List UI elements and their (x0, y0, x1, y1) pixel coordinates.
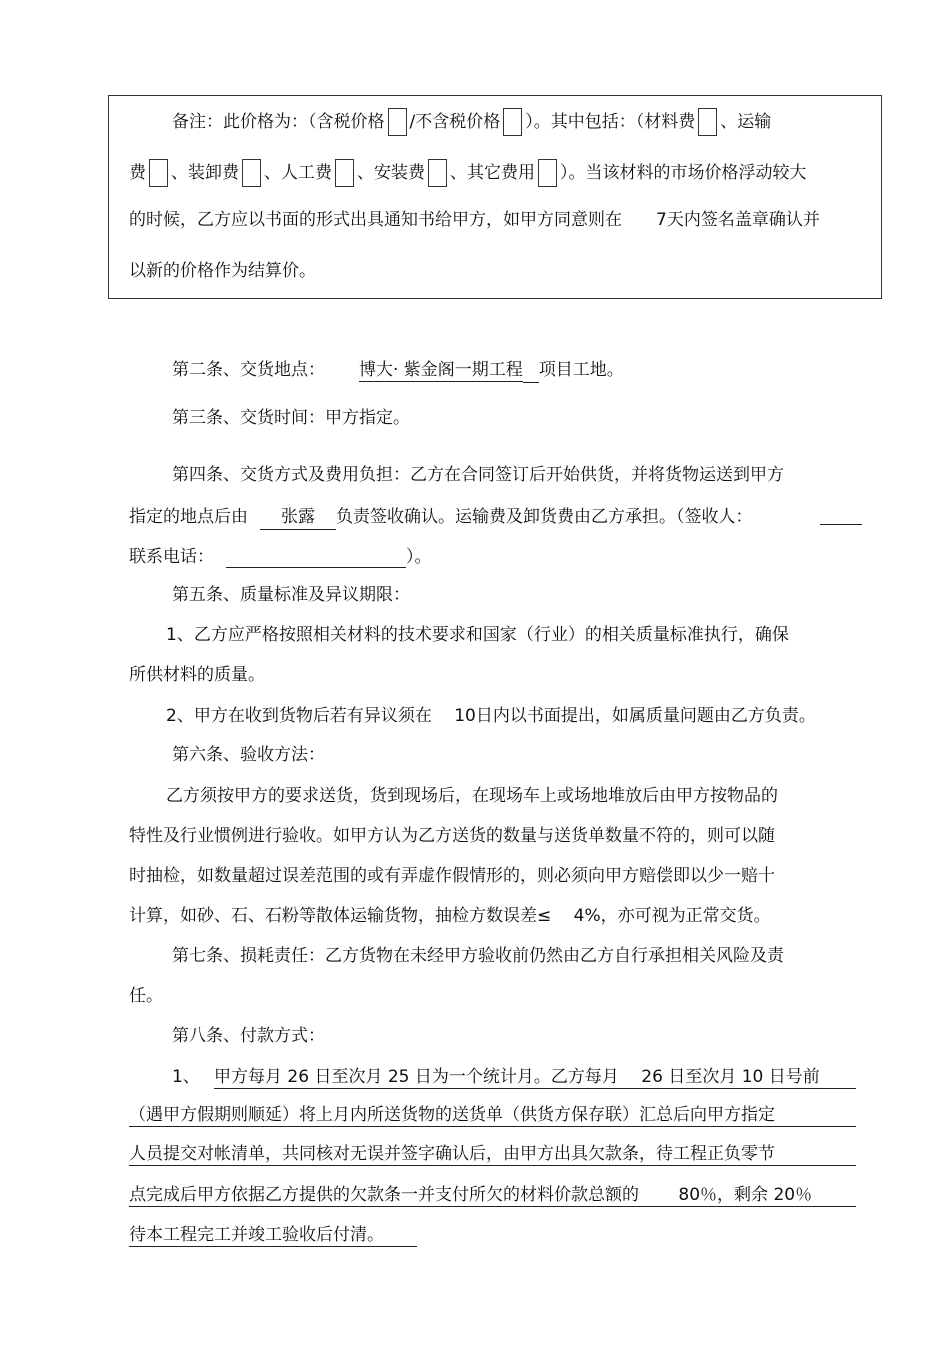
remark-text: 费 (129, 163, 146, 183)
article-6-line-1: 乙方须按甲方的要求送货，货到现场后，在现场车上或场地堆放后由甲方按物品的 (166, 786, 778, 806)
tax-included-checkbox[interactable] (388, 108, 407, 136)
delivery-site: 博大· 紫金阁一期工程 (359, 360, 523, 380)
loading-fee-checkbox[interactable] (242, 159, 261, 187)
article-4-text: 负责签收确认。运输费及卸货费由乙方承担。（签收人： (336, 507, 753, 527)
article-8-title: 第八条、付款方式： (172, 1026, 325, 1046)
article-7-line-1: 第七条、损耗责任：乙方货物在未经甲方验收前仍然由乙方自行承担相关风险及责 (172, 946, 784, 966)
article-5-title: 第五条、质量标准及异议期限： (172, 585, 410, 605)
remark-line-4: 以新的价格作为结算价。 (129, 261, 316, 281)
installation-fee-checkbox[interactable] (428, 159, 447, 187)
article-3: 第三条、交货时间：甲方指定。 (172, 408, 410, 428)
remark-text: 、人工费 (264, 163, 332, 183)
article-2-suffix: 项目工地。 (538, 360, 624, 380)
article-8-item-number: 1、 (172, 1067, 200, 1087)
other-fee-checkbox[interactable] (538, 159, 557, 187)
article-4-line-3 (129, 546, 432, 568)
remark-line-1 (172, 108, 771, 136)
remark-line-3: 的时候，乙方应以书面的形式出具通知书给甲方，如甲方同意则在 7天内签名盖章确认并 (129, 210, 820, 230)
article-8-line-1: 甲方每月 26 日至次月 25 日为一个统计月。乙方每月 26 日至次月 10 日号前 (214, 1066, 856, 1089)
material-fee-checkbox[interactable] (698, 108, 717, 136)
article-2-label: 第二条、交货地点： (172, 360, 325, 380)
article-6-line-4: 计算，如砂、石、石粉等散体运输货物，抽检方数误差≤ 4%，亦可视为正常交货。 (129, 906, 771, 926)
article-8-line-5: 待本工程完工并竣工验收后付清。 (129, 1224, 417, 1247)
article-5-p2: 2、甲方在收到货物后若有异议须在 10日内以书面提出，如属质量问题由乙方负责。 (166, 706, 816, 726)
labor-fee-checkbox[interactable] (335, 159, 354, 187)
remark-text: 备注：此价格为：（含税价格 (172, 112, 385, 132)
remark-text: 、运输 (720, 112, 772, 132)
phone-label: 联系电话： (129, 547, 214, 567)
article-7-line-2: 任。 (129, 986, 163, 1006)
remark-text: ）。当该材料的市场价格浮动较大 (560, 163, 807, 183)
remark-text: 、安装费 (357, 163, 425, 183)
remark-text: ）。其中包括：（材料费 (525, 112, 696, 132)
article-6-line-2: 特性及行业惯例进行验收。如甲方认为乙方送货的数量与送货单数量不符的，则可以随 (129, 826, 775, 846)
phone-blank[interactable] (226, 549, 406, 568)
article-5-p1-line-1: 1、乙方应严格按照相关材料的技术要求和国家（行业）的相关质量标准执行，确保 (166, 625, 789, 645)
article-2 (172, 359, 624, 383)
remark-text: 、其它费用 (450, 163, 535, 183)
article-4-line-1: 第四条、交货方式及费用负担：乙方在合同签订后开始供货，并将货物运送到甲方 (172, 465, 784, 485)
article-8-line-3: 人员提交对帐清单，共同核对无误并签字确认后，由甲方出具欠款条，待工程正负零节 (129, 1143, 856, 1166)
article-6-line-3: 时抽检，如数量超过误差范围的或有弄虚作假情形的，则必须向甲方赔偿即以少一赔十 (129, 866, 775, 886)
article-4-text: ）。 (406, 547, 432, 567)
signer-blank[interactable] (820, 506, 862, 525)
remark-text: 、装卸费 (171, 163, 239, 183)
article-8-line-2: （遇甲方假期则顺延）将上月内所送货物的送货单（供货方保存联）汇总后向甲方指定 (129, 1104, 856, 1127)
article-6-title: 第六条、验收方法： (172, 745, 325, 765)
remark-line-2 (129, 159, 807, 187)
transport-fee-checkbox[interactable] (149, 159, 168, 187)
article-4-text: 指定的地点后由 (129, 507, 248, 527)
article-4-line-2 (129, 506, 753, 530)
remark-text: /不含税价格 (409, 112, 501, 132)
underline-filler (523, 359, 539, 383)
article-5-p1-line-2: 所供材料的质量。 (129, 665, 265, 685)
receiver-name: 张露 (260, 506, 336, 530)
article-8-line-4: 点完成后甲方依据乙方提供的欠款条一并支付所欠的材料价款总额的 80％，剩余 20％ (129, 1184, 856, 1207)
tax-excluded-checkbox[interactable] (503, 108, 522, 136)
